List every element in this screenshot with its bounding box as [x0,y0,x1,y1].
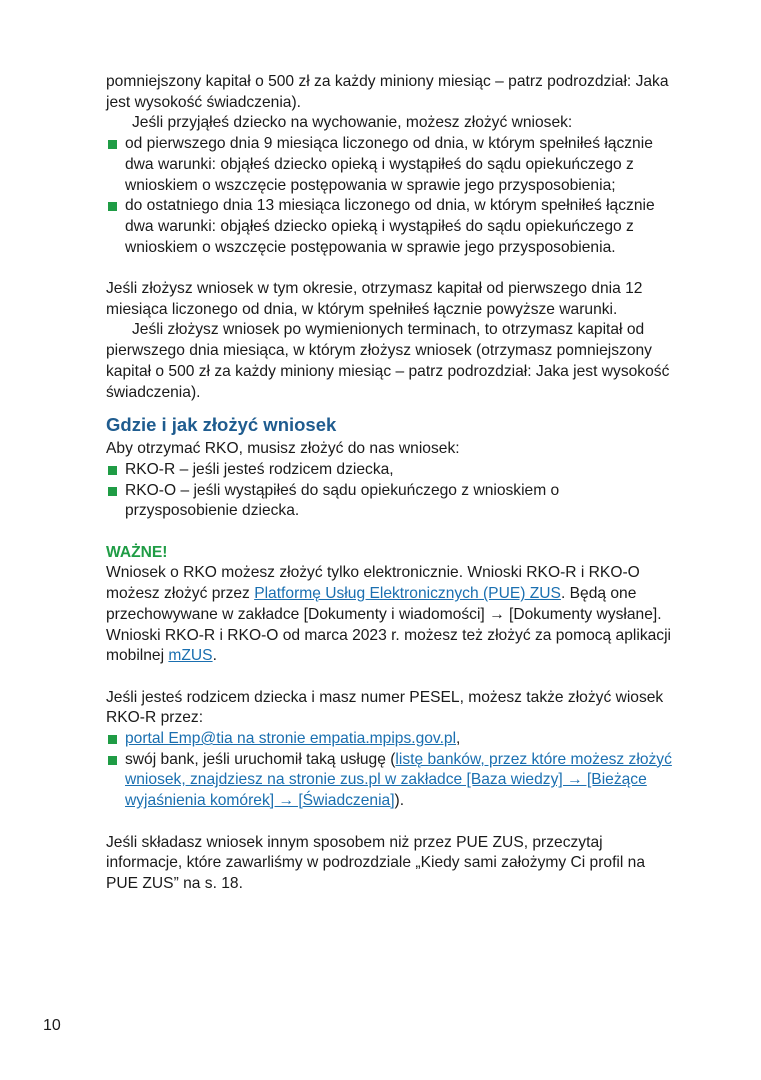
mzus-link[interactable]: mZUS [168,647,213,665]
paragraph: Jeśli przyjąłeś dziecko na wychowanie, możesz złożyć wniosek: [132,114,573,132]
square-bullet-icon [108,735,117,744]
important-label: WAŻNE! [106,543,168,561]
bank-list-link[interactable]: listę banków, przez które możesz złożyć wniosek, znajdziesz na stronie zus.pl w zakładce [Baza wiedzy] → [Bieżące wyjaśnienia komórek] → [Świadczenia] [125,750,672,810]
list-item [106,196,676,258]
paragraph: Aby otrzymać RKO, musisz złożyć do nas wniosek: [106,440,460,458]
list-item [106,729,676,750]
paragraph: Jeśli złożysz wniosek po wymienionych terminach, to otrzymasz kapitał od pierwszego dnia miesiąca, w którym złożysz wniosek (otrzymasz pomniejszony kapitał o 500 zł za każdy miniony miesiąc – patrz podrozdział: Jaka jest wysokość świadczenia). [106,321,670,401]
bullet-list [106,460,676,522]
paragraph: pomniejszony kapitał o 500 zł za każdy miniony miesiąc – patrz podrozdział: Jaka jest wysokość świadczenia). [106,73,669,111]
important-text-c: . [212,647,217,665]
list-item-text: RKO-O – jeśli wystąpiłeś do sądu opiekuńczego z wnioskiem o przysposobienie dziecka. [125,481,560,520]
list-item [106,134,676,196]
bullet-list [106,134,676,258]
list-item-text: do ostatniego dnia 13 miesiąca liczonego od dnia, w którym spełniłeś łącznie dwa warunki: objąłeś dziecko opieką i wystąpiłeś do sądu opiekuńczego z wnioskiem o wszczęcie postępowania w sprawie jego przysposobienia. [125,197,655,256]
list-item [106,481,676,522]
square-bullet-icon [108,487,117,496]
paragraph: Jeśli jesteś rodzicem dziecka i masz numer PESEL, możesz także złożyć wiosek RKO-R przez: [106,688,664,727]
list-item-text: swój bank, jeśli uruchomił taką usługę ( [125,750,396,768]
page-number: 10 [43,1017,61,1034]
paragraph: Jeśli składasz wniosek innym sposobem niż przez PUE ZUS, przeczytaj informacje, które zawarliśmy w podrozdziale „Kiedy sami założymy Ci profil na PUE ZUS” na s. 18. [106,833,646,892]
square-bullet-icon [108,140,117,149]
list-item-text: , [456,730,461,748]
section-heading: Gdzie i jak złożyć wniosek [106,414,337,436]
square-bullet-icon [108,756,117,765]
important-text-a: Wniosek o RKO możesz złożyć tylko elektronicznie. Wnioski RKO-R i RKO-O możesz złożyć przez [106,564,640,603]
square-bullet-icon [108,202,117,211]
important-paragraph [106,563,676,667]
square-bullet-icon [108,466,117,475]
list-item-text: ). [394,792,405,810]
list-item [106,750,676,812]
bullet-list [106,729,676,812]
list-item-text: od pierwszego dnia 9 miesiąca liczonego od dnia, w którym spełniłeś łącznie dwa warunki: objąłeś dziecko opieką i wystąpiłeś do sądu opiekuńczego z wnioskiem o wszczęcie postępowania w sprawie jego przysposobienia; [125,135,653,194]
important-text-b: . Będą one przechowywane w zakładce [Dokumenty i wiadomości] → [Dokumenty wysłane]. Wnioski RKO-R i RKO-O od marca 2023 r. możesz też złożyć za pomocą aplikacji mobilnej [106,585,672,665]
paragraph: Jeśli złożysz wniosek w tym okresie, otrzymasz kapitał od pierwszego dnia 12 miesiąca liczonego od dnia, w którym spełniłeś łącznie powyższe warunki. [106,280,643,318]
pue-zus-link[interactable]: Platformę Usług Elektronicznych (PUE) ZUS [254,585,561,603]
page-content [106,72,676,895]
list-item-text: RKO-R – jeśli jesteś rodzicem dziecka, [125,460,394,478]
list-item [106,460,676,481]
empatia-link[interactable]: portal Emp@tia na stronie empatia.mpips.gov.pl [125,730,457,748]
